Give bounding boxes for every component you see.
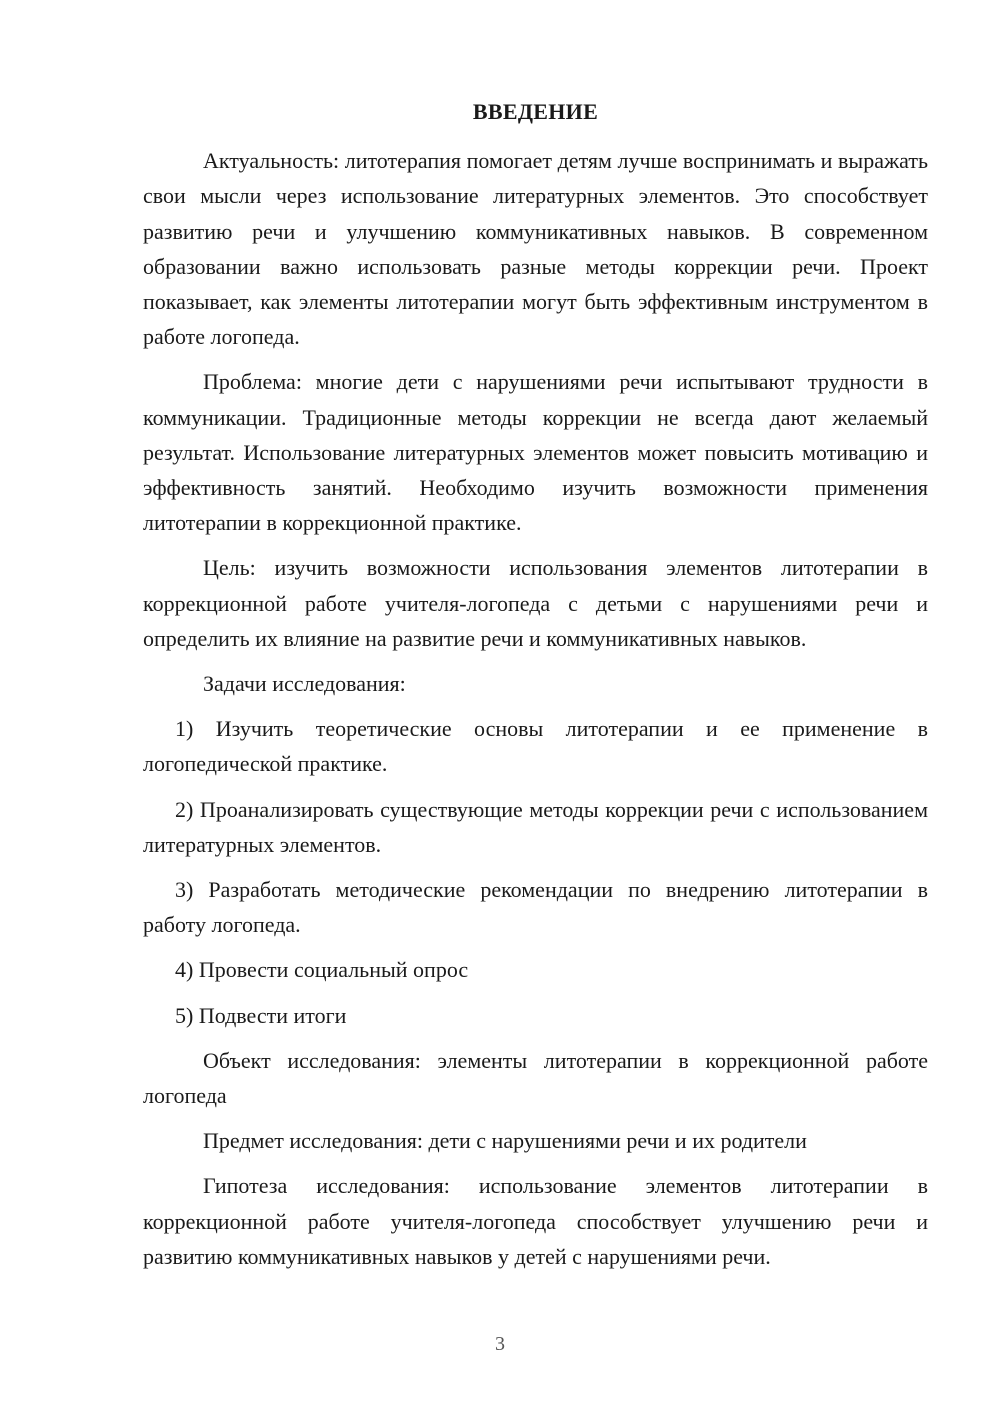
document-page [143, 94, 928, 1284]
research-subject: Предмет исследования: дети с нарушениями речи и их родители [203, 1128, 807, 1154]
task-item-1: 1) Изучить теоретические основы литотерапии и ее применение в логопедической практике. [143, 716, 928, 777]
task-item-3: 3) Разработать методические рекомендации по внедрению литотерапии в работу логопеда. [143, 877, 928, 938]
research-object: Объект исследования: элементы литотерапии в коррекционной работе логопеда [143, 1047, 928, 1109]
page-number: 3 [495, 1333, 505, 1355]
tasks-heading: Задачи исследования: [203, 671, 406, 697]
task-item-2: 2) Проанализировать существующие методы коррекции речи с использованием литературных элементов. [143, 796, 928, 857]
section-title: ВВЕДЕНИЕ [472, 99, 599, 124]
goal-paragraph: Цель: изучить возможности использования элементов литотерапии в коррекционной работе учителя-логопеда с детьми с нарушениями речи и определить их влияние на развитие речи и коммуникативных навыков. [143, 555, 928, 651]
research-hypothesis: Гипотеза исследования: использование элементов литотерапии в коррекционной работе учителя-логопеда способствует улучшению речи и развитию коммуникативных навыков у детей с нарушениями речи. [143, 1173, 928, 1269]
task-item-4: 4) Провести социальный опрос [175, 957, 469, 983]
relevance-paragraph: Актуальность: литотерапия помогает детям лучше воспринимать и выражать свои мысли через использование литературных элементов. Это способствует развитию речи и улучшению коммуникативных навыков. В современном образовании важно использовать разные методы коррекции речи. Проект показывает, как элементы литотерапии могут быть эффективным инструментом в работе логопеда. [143, 148, 928, 350]
problem-paragraph: Проблема: многие дети с нарушениями речи испытывают трудности в коммуникации. Традиционные методы коррекции не всегда дают желаемый результат. Использование литературных элементов может повысить мотивацию и эффективность занятий. Необходимо изучить возможности применения литотерапии в коррекционной практике. [143, 369, 928, 536]
task-item-5: 5) Подвести итоги [175, 1002, 347, 1028]
